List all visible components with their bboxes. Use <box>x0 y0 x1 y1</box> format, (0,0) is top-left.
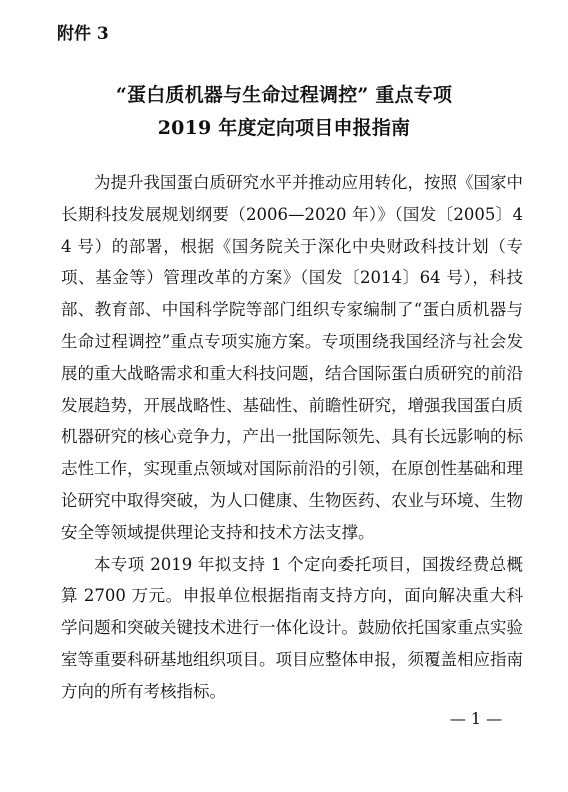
document-title-line-2: 2019 年度定向项目申报指南 <box>157 117 411 139</box>
attachment-label: 附件 3 <box>57 24 109 44</box>
body-paragraph-2: 本专项 2019 年拟支持 1 个定向委托项目，国拨经费总概算 2700 万元。申报单位根据指南支持方向，面向解决重大科学问题和突破关键技术进行一体化设计。鼓励依托国家重点实验室等重要科研基地组织项目。项目应整体申报，须覆盖相应指南方向的所有考核指标。 <box>61 554 523 701</box>
page-number: — 1 — <box>449 709 503 728</box>
body-paragraph-1: 为提升我国蛋白质研究水平并推动应用转化，按照《国家中长期科技发展规划纲要（2006—2020 年）》（国发〔2005〕44 号）的部署，根据《国务院关于深化中央财政科技计划（专项、基金等）管理改革的方案》（国发〔2014〕64 号），科技部、教育部、中国科学院等部门组织专家编制了“蛋白质机器与生命过程调控”重点专项实施方案。专项围绕我国经济与社会发展的重大战略需求和重大科技问题，结合国际蛋白质研究的前沿发展趋势，开展战略性、基础性、前瞻性研究，增强我国蛋白质机器研究的核心竞争力，产出一批国际领先、具有长远影响的标志性工作，实现重点领域对国际前沿的引领，在原创性基础和理论研究中取得突破，为人口健康、生物医药、农业与环境、生物安全等领域提供理论支持和技术方法支撑。 <box>61 173 523 542</box>
document-title-line-1: “蛋白质机器与生命过程调控” 重点专项 <box>115 84 453 106</box>
document-body <box>61 167 523 708</box>
